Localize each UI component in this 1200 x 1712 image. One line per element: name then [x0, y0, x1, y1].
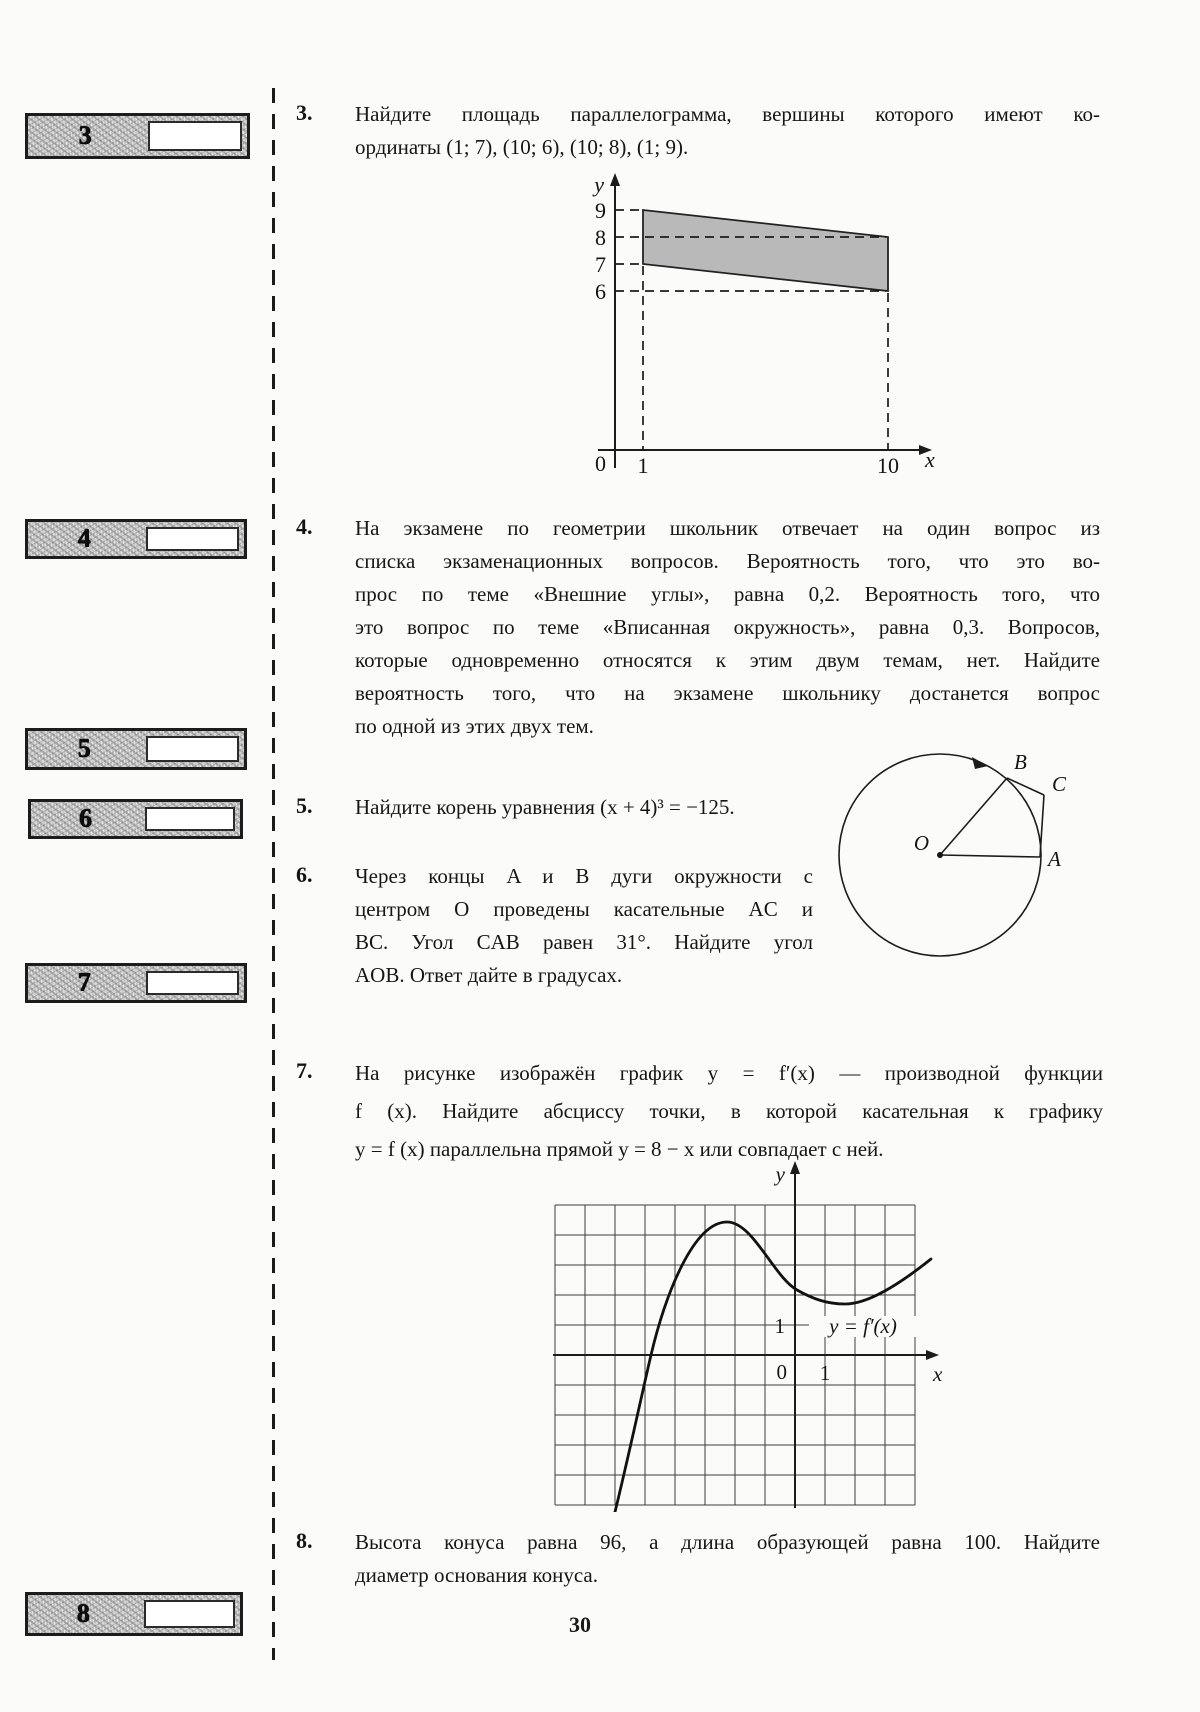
answer-box-number: 6: [78, 803, 92, 833]
answer-box-6: [28, 799, 243, 839]
text-line: по одной из этих двух тем.: [355, 714, 594, 738]
text-line: центром O проведены касательные AC и: [355, 897, 813, 921]
text-line: вероятность того, что на экзамене школьнику достанется вопрос: [355, 681, 1100, 705]
y-tick-1: 1: [774, 1314, 785, 1338]
arc-arrowhead: [972, 757, 988, 769]
parallelogram-shape: [643, 210, 888, 291]
text-line: На экзамене по геометрии школьник отвечает на один вопрос из: [355, 516, 1100, 540]
problem-6-text: [355, 860, 813, 992]
radius-OA: [940, 855, 1040, 857]
answer-box-number: 4: [77, 523, 91, 553]
problem-4-number: 4.: [296, 514, 313, 539]
y-tick-9: 9: [595, 198, 606, 223]
answer-field: [146, 736, 239, 762]
problem-4-text: [355, 512, 1100, 743]
center-dot: [937, 852, 943, 858]
y-axis-arrow: [790, 1161, 800, 1174]
x-axis-label: x: [925, 447, 935, 472]
problem-3-number: 3.: [296, 100, 313, 125]
answer-box-7: [25, 963, 247, 1003]
text-line: диаметр основания конуса.: [355, 1563, 598, 1587]
text-line: это вопрос по теме «Вписанная окружность», равна 0,3. Вопросов,: [355, 615, 1100, 639]
circle-figure: [828, 738, 1118, 973]
answer-field: [148, 121, 242, 151]
problem-8-text: [355, 1526, 1100, 1592]
answer-box-number: 3: [78, 120, 92, 150]
answer-box-3: [25, 113, 250, 159]
problem-5-number: 5.: [296, 793, 313, 818]
text-line: Через концы A и B дуги окружности с: [355, 864, 813, 888]
text-line: Найдите площадь параллелограмма, вершины которого имеют ко-: [355, 102, 1100, 126]
text-line: На рисунке изображён график y = f′(x) — производной функции: [355, 1061, 1103, 1085]
y-tick-6: 6: [595, 279, 606, 304]
y-axis-label: y: [594, 172, 604, 197]
derivative-figure: [545, 1150, 945, 1512]
label-B: B: [1014, 750, 1027, 774]
origin-label: 0: [776, 1360, 787, 1384]
x-axis-arrow: [926, 1350, 939, 1360]
origin-label: 0: [595, 451, 606, 476]
text-line: Высота конуса равна 96, а длина образующей равна 100. Найдите: [355, 1530, 1100, 1554]
y-axis-label: y: [775, 1162, 785, 1186]
problem-3-text: [355, 98, 1100, 164]
figure-labels: [774, 1162, 943, 1386]
x-tick-1: 1: [637, 453, 649, 478]
problem-7-number: 7.: [296, 1058, 313, 1083]
y-tick-7: 7: [595, 252, 606, 277]
y-axis-arrow: [610, 173, 620, 186]
tangent-BC: [1007, 778, 1044, 795]
text-line: Найдите корень уравнения (x + 4)³ = −125.: [355, 795, 735, 819]
text-line: AOB. Ответ дайте в градусах.: [355, 963, 623, 987]
y-tick-8: 8: [595, 225, 606, 250]
answer-box-5: [25, 728, 247, 770]
answer-field: [146, 971, 239, 995]
dashed-divider: [272, 88, 275, 1660]
text-line: списка экзаменационных вопросов. Вероятность того, что это во-: [355, 549, 1100, 573]
x-tick-1: 1: [819, 1361, 831, 1385]
radius-OB: [940, 778, 1007, 855]
answer-field: [145, 807, 235, 831]
problem-8-number: 8.: [296, 1528, 313, 1553]
curve-label: y = f′(x): [829, 1314, 897, 1338]
x-tick-10: 10: [877, 453, 899, 478]
answer-box-number: 5: [77, 733, 91, 763]
text-line: ординаты (1; 7), (10; 6), (10; 8), (1; 9).: [355, 135, 689, 159]
text-line: которые одновременно относятся к этим двум темам, нет. Найдите: [355, 648, 1100, 672]
problem-6-number: 6.: [296, 862, 313, 887]
text-line: y = f (x) параллельна прямой y = 8 − x или совпадает с ней.: [355, 1137, 884, 1161]
answer-box-number: 8: [76, 1598, 90, 1628]
page-number: 30: [569, 1612, 591, 1637]
x-axis-label: x: [933, 1362, 943, 1386]
text-line: прос по теме «Внешние углы», равна 0,2. Вероятность того, что: [355, 582, 1100, 606]
label-C: C: [1052, 772, 1067, 796]
label-A: A: [1048, 847, 1061, 871]
answer-box-number: 7: [77, 967, 91, 997]
text-line: f (x). Найдите абсциссу точки, в которой касательная к графику: [355, 1099, 1103, 1123]
tangent-AC: [1040, 795, 1044, 857]
circle-lines: [940, 778, 1044, 857]
answer-box-4: [25, 519, 247, 559]
text-line: BC. Угол CAB равен 31°. Найдите угол: [355, 930, 813, 954]
label-O: O: [913, 831, 929, 855]
parallelogram-figure: [540, 168, 940, 498]
answer-field: [146, 527, 239, 551]
